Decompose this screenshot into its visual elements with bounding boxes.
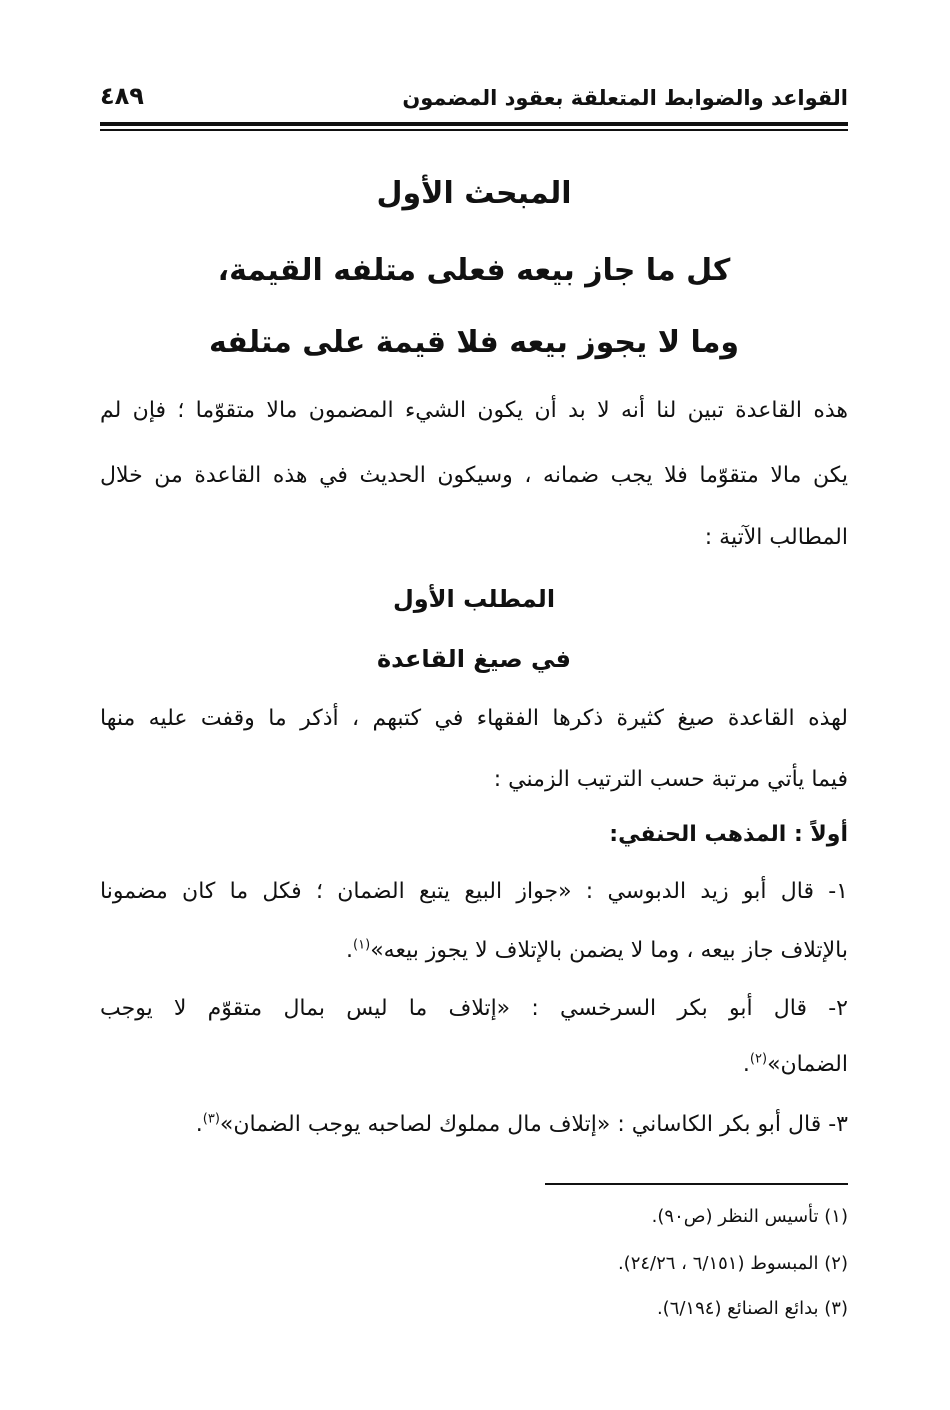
running-header-title: القواعد والضوابط المتعلقة بعقود المضمون — [402, 86, 848, 110]
footnote-3: (٣) بدائع الصنائع (٦/١٩٤). — [656, 1298, 848, 1319]
footnote-2: (٢) المبسوط (٦/١٥١ ، ٢٤/٢٦). — [617, 1253, 848, 1274]
subsection-title: المطلب الأول — [392, 585, 556, 613]
footnote-separator — [545, 1183, 848, 1185]
item-1-end: . — [346, 938, 354, 963]
item-1-line-2 — [100, 938, 848, 963]
item-2-text: الضمان» — [767, 1052, 848, 1077]
subsection-subtitle: في صيغ القاعدة — [376, 645, 572, 673]
header-rule-thin — [100, 129, 848, 131]
item-1-line-1: ١- قال أبو زيد الدبوسي : «جواز البيع يتبع الضمان ؛ فكل ما كان مضمونا — [100, 879, 848, 904]
item-3-line-1 — [100, 1112, 848, 1137]
footnote-ref-2: (٢) — [749, 1051, 768, 1067]
intro-line-2: يكن مالا متقوّما فلا يجب ضمانه ، وسيكون الحديث في هذه القاعدة من خلال — [100, 463, 848, 488]
intro-line-3: المطالب الآتية : — [704, 525, 848, 550]
footnote-1: (١) تأسيس النظر (ص٩٠). — [651, 1206, 848, 1227]
item-1-text: بالإتلاف جاز بيعه ، وما لا يضمن بالإتلاف لا يجوز بيعه» — [370, 938, 848, 963]
item-2-end: . — [742, 1052, 750, 1077]
running-header — [100, 78, 848, 118]
rule-statement-line-1: كل ما جاز بيعه فعلى متلفه القيمة، — [217, 253, 731, 288]
intro-line-1: هذه القاعدة تبين لنا أنه لا بد أن يكون الشيء المضمون مالا متقوّما ؛ فإن لم — [100, 398, 848, 423]
rule-statement-line-2: وما لا يجوز بيعه فلا قيمة على متلفه — [208, 325, 740, 360]
school-heading: أولاً : المذهب الحنفي: — [609, 822, 848, 847]
footnote-ref-1: (١) — [353, 937, 371, 953]
footnote-ref-3: (٣) — [202, 1111, 220, 1127]
header-rule-thick — [100, 122, 848, 126]
page-number: ٤٨٩ — [100, 82, 144, 110]
body-line-1: لهذه القاعدة صيغ كثيرة ذكرها الفقهاء في كتبهم ، أذكر ما وقفت عليه منها — [100, 706, 848, 731]
section-title: المبحث الأول — [376, 176, 572, 211]
item-2-line-1: ٢- قال أبو بكر السرخسي : «إتلاف ما ليس بمال متقوّم لا يوجب — [100, 996, 848, 1021]
body-line-2: فيما يأتي مرتبة حسب الترتيب الزمني : — [493, 767, 848, 792]
item-3-text: ٣- قال أبو بكر الكاساني : «إتلاف مال مملوك لصاحبه يوجب الضمان» — [219, 1112, 848, 1137]
item-3-end: . — [195, 1112, 203, 1137]
item-2-line-2 — [100, 1052, 848, 1077]
